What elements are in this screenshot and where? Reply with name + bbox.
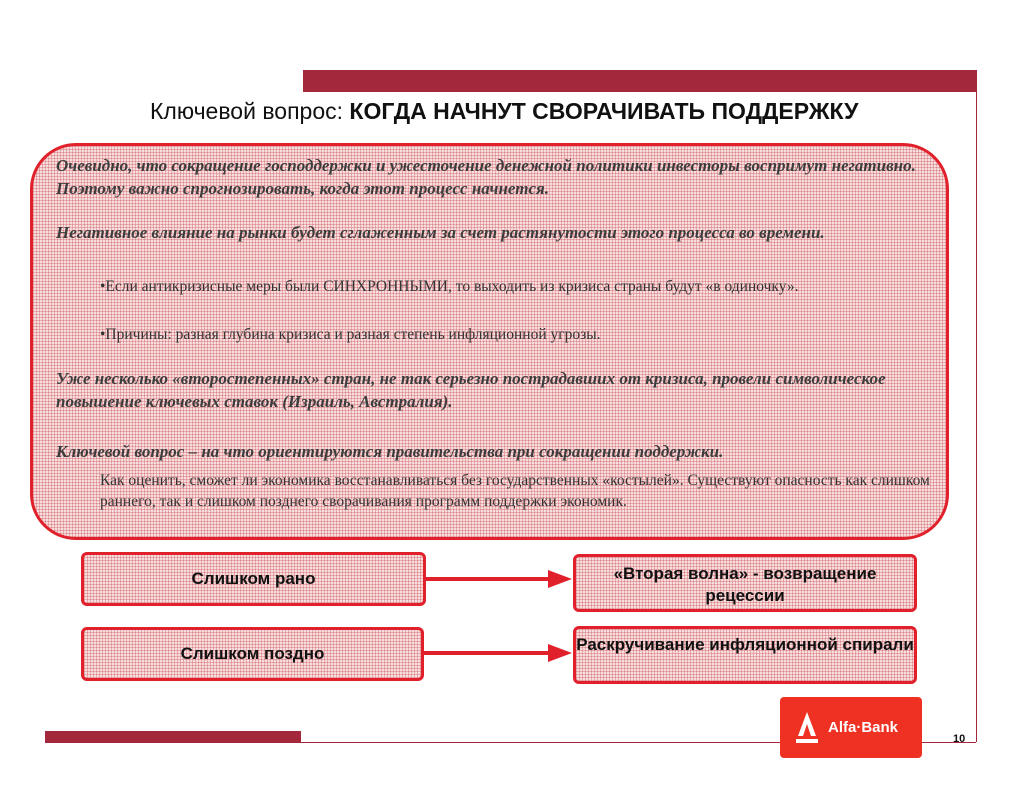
paragraph-3: Уже несколько «второстепенных» стран, не так серьезно пострадавших от кризиса, провели символическое повышение ключевых ставок (Израиль, Австралия). [56, 369, 886, 411]
too-late-label: Слишком поздно [180, 644, 325, 663]
arrow-early [426, 568, 574, 590]
too-early-box [81, 552, 426, 606]
logo-text: Alfa·Bank [828, 719, 899, 736]
inflation-spiral-box [573, 626, 917, 684]
second-wave-box [573, 554, 917, 612]
header-bar [303, 70, 977, 92]
too-late-box [81, 627, 424, 681]
paragraph-assessment: Как оценить, сможет ли экономика восстанавливаться без государственных «костылей». Существуют опасность как слишком раннего, так и слишком позднего сворачивания программ поддержки экономик. [100, 472, 930, 510]
slide-title [150, 98, 970, 125]
paragraph-key-question: Ключевой вопрос – на что ориентируются правительства при сокращении поддержки. [56, 442, 724, 461]
bullet-reasons: •Причины: разная глубина кризиса и разная степень инфляционной угрозы. [100, 326, 601, 343]
paragraph-1: Очевидно, что сокращение господдержки и ужесточение денежной политики инвесторы воспримут негативно. Поэтому важно спрогнозировать, когда этот процесс начнется. [56, 156, 916, 198]
title-prefix: Ключевой вопрос: [150, 98, 350, 124]
second-wave-label: «Вторая волна» - возвращение рецессии [613, 564, 877, 605]
footer-bar [45, 731, 301, 743]
paragraph-2: Негативное влияние на рынки будет сглаженным за счет растянутости этого процесса во времени. [56, 223, 825, 242]
alfa-bank-logo [780, 697, 922, 758]
alfa-a-icon [794, 712, 820, 744]
too-early-label: Слишком рано [191, 569, 316, 588]
arrow-late [424, 642, 574, 664]
bullet-synchronous: •Если антикризисные меры были СИНХРОННЫМИ, то выходить из кризиса страны будут «в одиночку». [100, 278, 799, 295]
inflation-spiral-label: Раскручивание инфляционной спирали [576, 635, 914, 654]
right-border-line [976, 92, 977, 742]
page-number: 10 [953, 733, 966, 745]
title-main: КОГДА НАЧНУТ СВОРАЧИВАТЬ ПОДДЕРЖКУ [349, 98, 859, 124]
